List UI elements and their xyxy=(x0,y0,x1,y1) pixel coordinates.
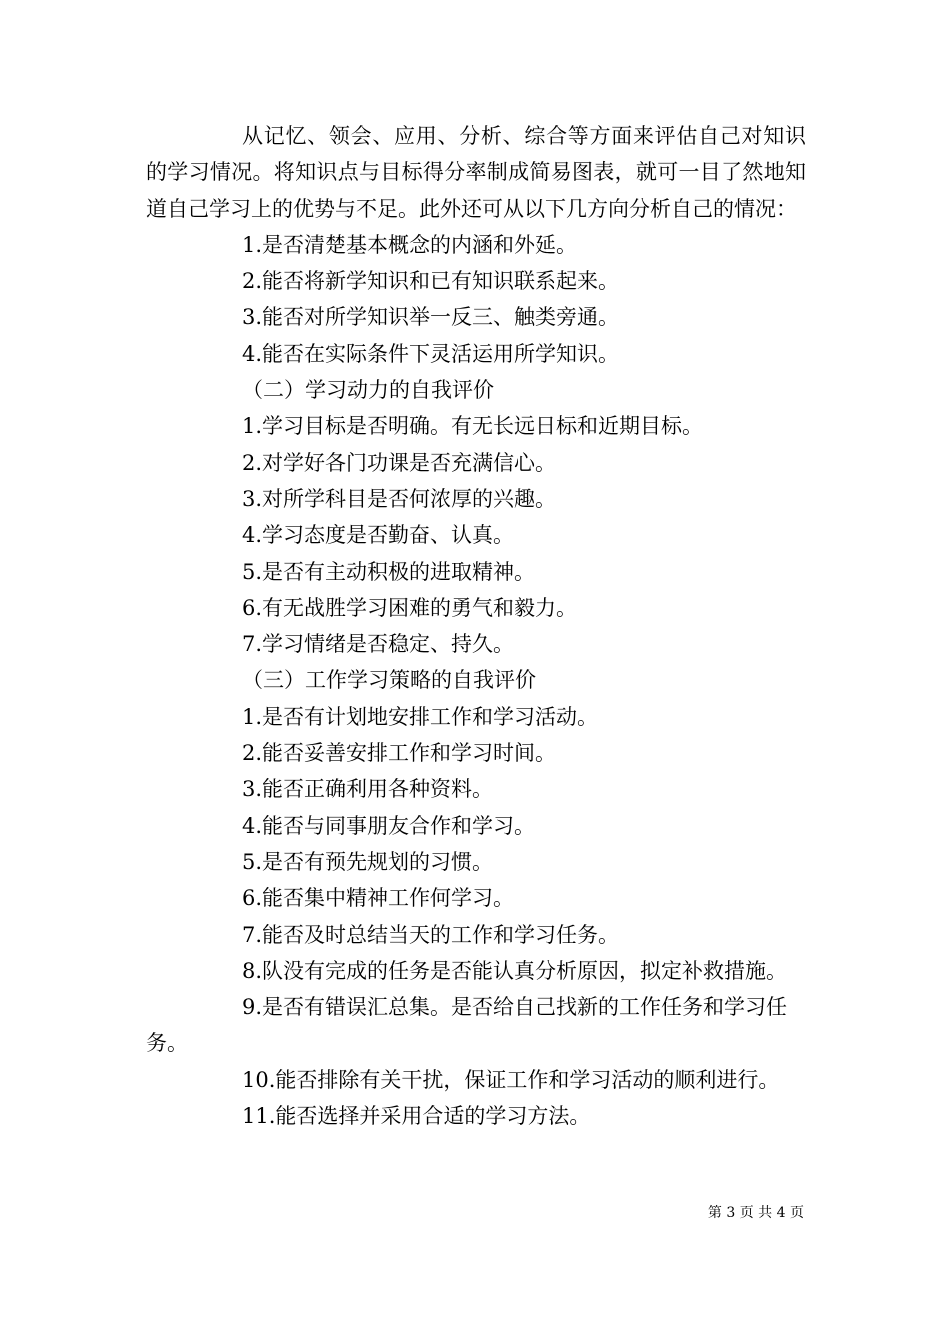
motivation-item: 5.是否有主动积极的进取精神。 xyxy=(242,559,536,584)
strategy-item: 4.能否与同事朋友合作和学习。 xyxy=(242,813,536,838)
strategy-item: 6.能否集中精神工作何学习。 xyxy=(242,886,515,911)
strategy-item: 3.能否正确利用各种资料。 xyxy=(242,777,494,802)
strategy-item: 7.能否及时总结当天的工作和学习任务。 xyxy=(242,922,620,947)
motivation-item: 4.学习态度是否勤奋、认真。 xyxy=(242,523,515,548)
motivation-item: 6.有无战胜学习困难的勇气和毅力。 xyxy=(242,595,578,620)
strategy-item: 8.队没有完成的任务是否能认真分析原因，拟定补救措施。 xyxy=(242,958,788,983)
motivation-item: 3.对所学科目是否何浓厚的兴趣。 xyxy=(242,486,557,511)
motivation-item: 7.学习情绪是否稳定、持久。 xyxy=(242,632,515,657)
strategy-item: 5.是否有预先规划的习惯。 xyxy=(242,849,494,874)
knowledge-item: 2.能否将新学知识和已有知识联系起来。 xyxy=(242,269,620,294)
knowledge-item: 4.能否在实际条件下灵活运用所学知识。 xyxy=(242,341,620,366)
strategy-item: 1.是否有计划地安排工作和学习活动。 xyxy=(242,704,599,729)
strategy-item: 11.能否选择并采用合适的学习方法。 xyxy=(242,1104,591,1129)
section-heading-strategy: （三）工作学习策略的自我评价 xyxy=(242,668,536,693)
strategy-item: 2.能否妥善安排工作和学习时间。 xyxy=(242,741,557,766)
document-body xyxy=(146,118,806,1134)
section-heading-motivation: （二）学习动力的自我评价 xyxy=(242,378,494,403)
knowledge-item: 1.是否清楚基本概念的内涵和外延。 xyxy=(242,232,578,257)
page-number-footer: 第 3 页 共 4 页 xyxy=(707,1205,804,1221)
motivation-item: 1.学习目标是否明确。有无长远日标和近期目标。 xyxy=(242,414,704,439)
knowledge-item: 3.能否对所学知识举一反三、触类旁通。 xyxy=(242,305,620,330)
strategy-item: 10.能否排除有关干扰，保证工作和学习活动的顺利进行。 xyxy=(242,1067,780,1092)
strategy-item: 9.是否有错误汇总集。是否给自己找新的工作任务和学习任务。 xyxy=(146,995,788,1056)
motivation-item: 2.对学好各门功课是否充满信心。 xyxy=(242,450,557,475)
intro-paragraph: 从记忆、领会、应用、分析、综合等方面来评估自己对知识的学习情况。将知识点与目标得分率制成简易图表，就可一目了然地知道自己学习上的优势与不足。此外还可从以下几方向分析自己的情况： xyxy=(146,124,806,221)
